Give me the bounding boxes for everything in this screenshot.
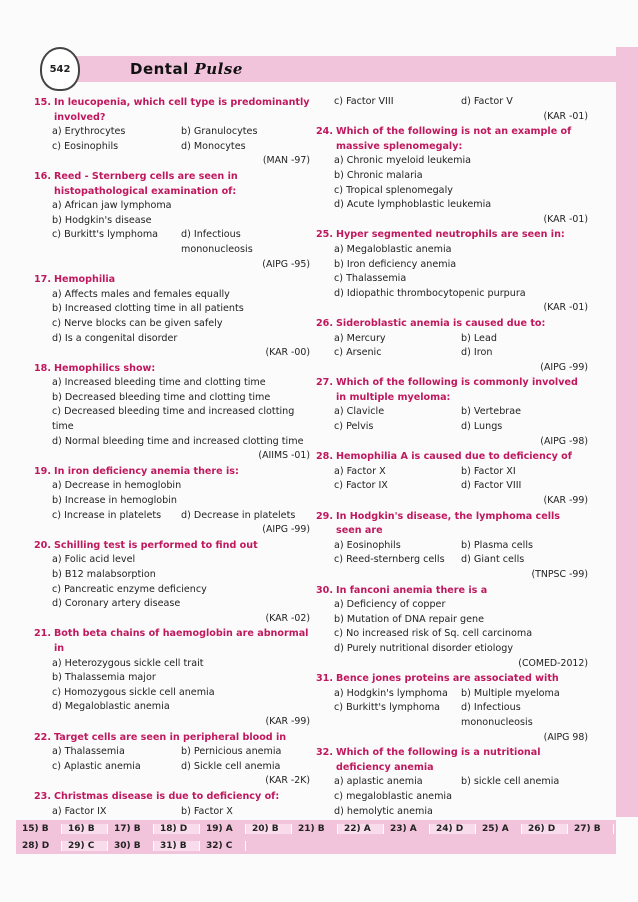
question-number: 32. — [316, 747, 333, 759]
option: d) Decrease in platelets — [181, 509, 296, 521]
answer-cell: 17) B — [108, 824, 154, 834]
option-text: d) Megaloblastic anemia — [52, 701, 170, 713]
answer-row — [16, 820, 616, 837]
answer-cell: 24) D — [430, 824, 476, 834]
option — [34, 302, 310, 317]
question-source: (TNPSC -99) — [531, 569, 588, 580]
option — [34, 583, 310, 598]
option: b) Plasma cells — [461, 539, 533, 551]
option — [34, 494, 310, 509]
answer-cell: 29) C — [62, 841, 108, 851]
question-number: 15. — [34, 97, 51, 108]
answer-row — [16, 837, 616, 854]
option-text: d) Idiopathic thrombocytopenic purpura — [334, 287, 526, 299]
option-row — [316, 479, 588, 494]
question-number: 31. — [316, 673, 333, 685]
option: b) Pernicious anemia — [181, 746, 282, 758]
option — [316, 805, 588, 820]
option-text: b) Iron deficiency anemia — [334, 258, 457, 270]
option: b) Granulocytes — [181, 126, 258, 138]
question-number: 25. — [316, 229, 333, 241]
option-text: b) Thalassemia major — [52, 672, 156, 684]
option: b) Multiple myeloma — [461, 687, 560, 699]
option — [316, 198, 588, 213]
option — [316, 272, 588, 287]
option-text: b) Increased clotting time in all patients — [52, 303, 244, 315]
option: d) Factor VIII — [461, 480, 522, 492]
option: d) Lungs — [461, 421, 503, 433]
option-text: c) Decreased bleeding time and increased clotting time — [52, 406, 295, 433]
option — [316, 154, 588, 169]
option-row — [34, 745, 310, 760]
question — [34, 627, 310, 656]
option: d) Factor V — [461, 96, 513, 107]
option: d) Giant cells — [461, 554, 525, 566]
question — [34, 465, 310, 480]
option — [316, 184, 588, 199]
option: c) Pelvis — [334, 421, 374, 433]
question-text: Christmas disease is due to deficiency of: — [54, 790, 280, 802]
option-text: a) Decrease in hemoglobin — [52, 480, 182, 492]
option-text: a) Increased bleeding time and clotting time — [52, 377, 266, 389]
option: a) Erythrocytes — [52, 126, 126, 138]
option-text: b) Hodgkin's disease — [52, 214, 152, 226]
question — [316, 672, 588, 687]
question-text: Both beta chains of haemoglobin are abnormal in — [54, 628, 309, 654]
option — [316, 287, 588, 302]
option: c) Reed-sternberg cells — [334, 554, 445, 566]
question — [34, 273, 310, 288]
option: b) Factor XI — [461, 465, 516, 477]
question-number: 21. — [34, 628, 51, 640]
option: a) Hodgkin's lymphoma — [334, 687, 448, 699]
question-text: Schilling test is performed to find out — [54, 539, 258, 551]
question-text: In Hodgkin's disease, the lymphoma cells seen are — [336, 510, 561, 537]
question — [34, 731, 310, 746]
option-text: c) Thalassemia — [334, 273, 407, 285]
option: b) Vertebrae — [461, 406, 522, 418]
question — [34, 790, 310, 805]
option-text: d) hemolytic anemia — [334, 805, 433, 817]
left-column — [34, 95, 310, 819]
question-text: In leucopenia, which cell type is predominantly involved? — [54, 97, 310, 123]
option — [34, 568, 310, 583]
answer-cell: 25) A — [476, 824, 522, 834]
answer-cell: 31) B — [154, 841, 200, 851]
question — [316, 510, 588, 539]
option-row — [316, 420, 588, 435]
answer-cell: 19) A — [200, 824, 246, 834]
option — [34, 686, 310, 701]
option-text: c) No increased risk of Sq. cell carcinoma — [334, 628, 533, 640]
question-number: 30. — [316, 584, 333, 596]
option-text: d) Is a congenital disorder — [52, 332, 178, 344]
option: c) Aplastic anemia — [52, 760, 141, 772]
page-header — [38, 47, 638, 85]
question-source: (KAR -01) — [543, 213, 588, 225]
answer-cell: 23) A — [384, 824, 430, 834]
question-text: In fanconi anemia there is a — [336, 584, 488, 596]
page-number: 542 — [49, 63, 71, 75]
option-row — [316, 553, 588, 568]
option-row — [316, 332, 588, 347]
question-source: (KAR -99) — [265, 715, 310, 727]
question-source: (KAR -01) — [543, 110, 588, 122]
question-number: 27. — [316, 377, 333, 389]
question — [316, 584, 588, 599]
option — [34, 376, 310, 391]
option-text: c) Pancreatic enzyme deficiency — [52, 583, 207, 595]
question-number: 24. — [316, 126, 333, 138]
option-text: a) Chronic myeloid leukemia — [334, 155, 472, 167]
option-text: d) Normal bleeding time and increased clotting time — [52, 435, 304, 447]
question — [316, 450, 588, 465]
answer-cell: 20) B — [246, 824, 292, 834]
question-number: 16. — [34, 170, 51, 182]
option: d) Monocytes — [181, 140, 246, 152]
option — [34, 199, 310, 214]
option-row — [34, 760, 310, 775]
question — [34, 362, 310, 377]
option-row — [316, 465, 588, 480]
option-row — [34, 228, 310, 257]
question-source: (KAR -00) — [265, 347, 310, 359]
option: a) aplastic anemia — [334, 776, 423, 788]
option — [316, 790, 588, 805]
question-source: (AIPG -99) — [540, 361, 588, 373]
question-source: (AIPG -99) — [262, 524, 310, 536]
answer-cell: 27) B — [568, 824, 614, 834]
option-row — [316, 405, 588, 420]
answer-cell: 26) D — [522, 824, 568, 834]
option-row — [34, 509, 310, 524]
option-row — [34, 805, 310, 820]
answer-key — [16, 820, 616, 854]
option-text: b) Mutation of DNA repair gene — [334, 613, 485, 625]
question-source: (AIPG -95) — [262, 258, 310, 270]
question-source: (KAR -99) — [543, 495, 588, 507]
option: b) Factor X — [181, 805, 233, 817]
option — [34, 671, 310, 686]
option — [316, 598, 588, 613]
answer-cell: 15) B — [16, 824, 62, 834]
option-text: a) Megaloblastic anemia — [334, 243, 452, 255]
question-source: (KAR -01) — [543, 302, 588, 314]
option-text: a) Deficiency of copper — [334, 599, 446, 611]
right-column — [316, 95, 588, 819]
question — [34, 96, 310, 125]
question — [316, 746, 588, 775]
option-text: a) Folic acid level — [52, 554, 136, 566]
question-source: (AIIMS -01) — [258, 450, 310, 462]
page-edge-stripe — [616, 47, 638, 817]
question — [34, 170, 310, 199]
option — [34, 405, 310, 434]
option: d) Iron — [461, 347, 493, 359]
question — [316, 228, 588, 243]
option — [316, 243, 588, 258]
option-text: d) Acute lymphoblastic leukemia — [334, 199, 492, 211]
option-text: b) Increase in hemoglobin — [52, 495, 177, 507]
option-text: a) Heterozygous sickle cell trait — [52, 657, 204, 669]
option — [34, 597, 310, 612]
question-number: 22. — [34, 731, 51, 743]
option-text: a) Affects males and females equally — [52, 288, 230, 300]
option — [34, 332, 310, 347]
question-number: 28. — [316, 451, 333, 463]
answer-cell: 18) D — [154, 824, 200, 834]
option — [34, 391, 310, 406]
option — [34, 553, 310, 568]
question — [316, 125, 588, 154]
option — [34, 435, 310, 450]
question-number: 18. — [34, 362, 51, 374]
option-row — [316, 346, 588, 361]
option-text: a) African jaw lymphoma — [52, 200, 172, 212]
question-number: 23. — [34, 790, 51, 802]
question-text: Reed - Sternberg cells are seen in histopathological examination of: — [54, 170, 238, 197]
option: c) Burkitt's lymphoma — [334, 702, 441, 714]
question-number: 29. — [316, 510, 333, 522]
question — [316, 376, 588, 405]
option-row — [34, 125, 310, 140]
question-text: Target cells are seen in peripheral blood in — [54, 731, 287, 743]
question — [316, 317, 588, 332]
question-text: Which of the following is a nutritional deficiency anemia — [336, 747, 541, 773]
option-row — [316, 539, 588, 554]
option — [34, 700, 310, 715]
option: c) Arsenic — [334, 347, 382, 359]
option-row — [316, 701, 588, 730]
option: c) Factor VIII — [334, 96, 394, 107]
question-source: (MAN -97) — [262, 155, 310, 167]
option-text: c) megaloblastic anemia — [334, 790, 452, 802]
option: c) Burkitt's lymphoma — [52, 229, 159, 241]
question-number: 17. — [34, 274, 51, 286]
option: a) Eosinophils — [334, 539, 401, 551]
question-text: Hemophilics show: — [54, 362, 156, 374]
option: a) Clavicle — [334, 406, 385, 418]
option: a) Factor X — [334, 465, 386, 477]
option: b) Lead — [461, 332, 497, 344]
question-text: In iron deficiency anemia there is: — [54, 465, 239, 477]
option — [34, 317, 310, 332]
answer-cell: 16) B — [62, 824, 108, 834]
option-row — [316, 687, 588, 702]
option-text: b) Decreased bleeding time and clotting time — [52, 391, 271, 403]
option-text: d) Purely nutritional disorder etiology — [334, 642, 513, 654]
option-text: c) Tropical splenomegaly — [334, 184, 453, 196]
question-text: Which of the following is not an example of massive splenomegaly: — [336, 126, 572, 152]
answer-cell: 32) C — [200, 841, 246, 851]
option — [316, 627, 588, 642]
option — [34, 288, 310, 303]
question-number: 19. — [34, 465, 51, 477]
answer-cell: 21) B — [292, 824, 338, 834]
option-text: b) B12 malabsorption — [52, 569, 156, 580]
option-text: c) Nerve blocks can be given safely — [52, 317, 223, 329]
question-text: Sideroblastic anemia is caused due to: — [336, 317, 546, 329]
option: c) Factor IX — [334, 480, 388, 492]
option — [316, 258, 588, 273]
answer-cell: 28) D — [16, 841, 62, 851]
option — [316, 169, 588, 184]
option-text: c) Homozygous sickle cell anemia — [52, 686, 215, 698]
option: d) Infectious mononucleosis — [181, 229, 253, 255]
question-source: (COMED-2012) — [518, 657, 588, 669]
option-text: d) Coronary artery disease — [52, 598, 181, 610]
option-text: b) Chronic malaria — [334, 169, 423, 181]
option — [316, 642, 588, 657]
option: b) sickle cell anemia — [461, 776, 560, 788]
question-source: (AIPG -98) — [540, 435, 588, 447]
question-source: (KAR -2K) — [265, 775, 310, 787]
question — [34, 539, 310, 554]
answer-cell: 30) B — [108, 841, 154, 851]
option: d) Infectious mononucleosis — [461, 702, 533, 728]
question-source: (AIPG 98) — [543, 731, 588, 743]
option-row — [316, 95, 588, 110]
question-text: Bence jones proteins are associated with — [336, 673, 559, 685]
option — [34, 214, 310, 229]
tooth-icon — [40, 47, 80, 91]
brand-title: Dental Pulse — [130, 60, 243, 78]
question-source: (KAR -02) — [265, 612, 310, 624]
option — [316, 613, 588, 628]
question-number: 26. — [316, 317, 333, 329]
option: d) Sickle cell anemia — [181, 760, 281, 772]
option: c) Eosinophils — [52, 140, 119, 152]
option: c) Increase in platelets — [52, 509, 162, 521]
option: a) Mercury — [334, 332, 386, 344]
answer-cell: 22) A — [338, 824, 384, 834]
option: a) Thalassemia — [52, 746, 125, 758]
option-row — [34, 140, 310, 155]
option-row — [316, 775, 588, 790]
question-number: 20. — [34, 539, 51, 551]
question-text: Hemophilia A is caused due to deficiency of — [336, 451, 572, 463]
option: a) Factor IX — [52, 805, 107, 817]
option — [34, 479, 310, 494]
question-text: Hyper segmented neutrophils are seen in: — [336, 229, 565, 241]
question-text: Hemophilia — [54, 274, 116, 286]
option — [34, 657, 310, 672]
question-text: Which of the following is commonly involved in multiple myeloma: — [336, 377, 578, 403]
